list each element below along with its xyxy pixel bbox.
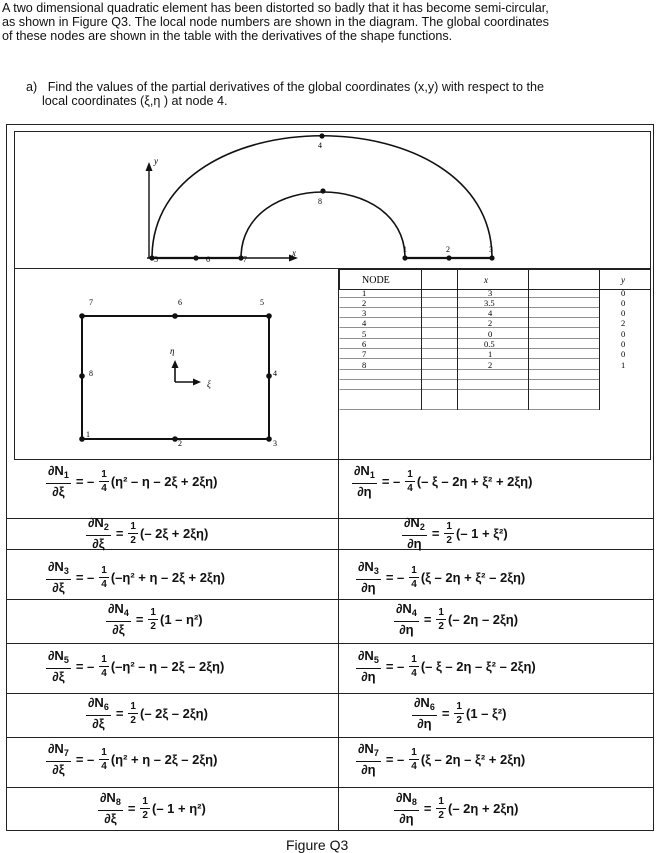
derivative-expression: (ξ – 2η + ξ² – 2ξη) [420, 569, 526, 585]
table-cell-r5-c2: 0 [488, 329, 493, 339]
derivative-denominator: ∂η [399, 621, 414, 637]
coefficient-fraction: $\frac{1}{4}$ [411, 564, 417, 590]
derivative-numerator: $\partial N_2$ [86, 516, 111, 536]
derivative-expression: (–η² – η – 2ξ – 2ξη) [110, 658, 225, 674]
derivative-xi-N5: $\frac{\partial N_5}{\partial\xi}$ = – $\frac{1}{4}$ (–η² – η – 2ξ – 2ξη) [48, 647, 225, 684]
derivative-denominator: ∂η [407, 535, 422, 551]
table-cell-r3-c1: 3 [362, 308, 367, 318]
derivative-xi-N1: $\frac{\partial N_1}{\partial\xi}$ = – $\frac{1}{4}$ (η² – η – 2ξ + 2ξη) [48, 462, 218, 499]
table-cell-r8-c3: 1 [621, 360, 626, 370]
derivative-numerator: $\partial N_8$ [394, 791, 419, 811]
derivative-denominator: ∂η [361, 761, 376, 777]
derivative-eta-N4: $\frac{\partial N_4}{\partial\eta}$ = $\frac{1}{2}$ (– 2η – 2ξη) [396, 600, 519, 637]
derivative-denominator: ∂ξ [92, 715, 105, 731]
y-axis-arrow-icon [146, 162, 153, 171]
table-cell-r5-c1: 5 [362, 329, 367, 339]
derivative-xi-N8: $\frac{\partial N_8}{\partial\xi}$ = $\frac{1}{2}$ (– 1 + η²) [100, 789, 206, 826]
table-header-x: x [484, 275, 488, 285]
coefficient-fraction: $\frac{1}{4}$ [411, 746, 417, 772]
local-node-8: 8 [89, 369, 93, 378]
question-line-1: Find the values of the partial derivatives of the global coordinates (x,y) with respect to the [47, 80, 545, 94]
derivative-denominator: ∂η [399, 810, 414, 826]
table-header-y: y [621, 275, 625, 285]
derivative-expression: (1 – ξ²) [465, 705, 507, 721]
figure-caption: Figure Q3 [286, 837, 349, 853]
derivative-eta-N7: $\frac{\partial N_7}{\partial\eta}$ = – $\frac{1}{4}$ (ξ – 2η – ξ² + 2ξη) [358, 740, 526, 777]
derivative-eta-N1: $\frac{\partial N_1}{\partial\eta}$ = – $\frac{1}{4}$ (– ξ – 2η + ξ² + 2ξη) [354, 462, 533, 499]
table-cell-r8-c1: 8 [362, 360, 367, 370]
table-cell-r3-c3: 0 [621, 308, 626, 318]
coefficient-fraction: $\frac{1}{4}$ [407, 468, 413, 494]
derivative-expression: (– 1 + η²) [151, 800, 206, 816]
local-node-2: 2 [178, 439, 182, 448]
eta-label: η [170, 346, 175, 356]
derivative-numerator: $\partial N_6$ [86, 696, 111, 716]
derivative-expression: (– 1 + ξ²) [455, 525, 508, 541]
derivative-numerator: $\partial N_7$ [46, 742, 71, 762]
table-cell-r1-c1: 1 [362, 288, 367, 298]
table-cell-r8-c2: 2 [488, 360, 493, 370]
global-node-4: 4 [318, 141, 322, 150]
local-node-1: 1 [86, 430, 90, 439]
coefficient-fraction: $\frac{1}{2}$ [446, 520, 452, 546]
coefficient-fraction: $\frac{1}{2}$ [150, 606, 156, 632]
coefficient-fraction: $\frac{1}{4}$ [101, 653, 107, 679]
local-node-6: 6 [178, 298, 182, 307]
derivative-numerator: $\partial N_8$ [98, 791, 123, 811]
global-node-8: 8 [318, 197, 322, 206]
derivative-expression: (– 2η + 2ξη) [447, 800, 519, 816]
derivative-numerator: $\partial N_3$ [356, 560, 381, 580]
table-cell-r4-c3: 2 [621, 318, 626, 328]
derivative-expression: (η² + η – 2ξ – 2ξη) [110, 751, 218, 767]
derivative-xi-N2: $\frac{\partial N_2}{\partial\xi}$ = $\frac{1}{2}$ (– 2ξ + 2ξη) [88, 514, 209, 551]
derivative-denominator: ∂η [361, 668, 376, 684]
derivative-numerator: $\partial N_3$ [46, 560, 71, 580]
derivative-denominator: ∂η [361, 579, 376, 595]
derivative-eta-N2: $\frac{\partial N_2}{\partial\eta}$ = $\frac{1}{2}$ (– 1 + ξ²) [404, 514, 508, 551]
derivative-eta-N3: $\frac{\partial N_3}{\partial\eta}$ = – $\frac{1}{4}$ (ξ – 2η + ξ² – 2ξη) [358, 558, 526, 595]
coefficient-fraction: $\frac{1}{2}$ [456, 700, 462, 726]
local-node-7: 7 [89, 298, 93, 307]
table-cell-r7-c3: 0 [621, 349, 626, 359]
figure-inner-frame [15, 132, 651, 460]
coefficient-fraction: $\frac{1}{2}$ [438, 606, 444, 632]
node-table [340, 269, 651, 410]
table-cell-r4-c1: 4 [362, 318, 367, 328]
derivative-denominator: ∂ξ [52, 761, 65, 777]
intro-line-1: A two dimensional quadratic element has been distorted so badly that it has become semi-circular, [2, 1, 549, 15]
outer-arc [152, 136, 492, 258]
derivative-numerator: $\partial N_5$ [356, 649, 381, 669]
derivative-expression: (ξ – 2η – ξ² + 2ξη) [420, 751, 526, 767]
derivative-numerator: $\partial N_4$ [394, 602, 419, 622]
intro-line-2: as shown in Figure Q3. The local node numbers are shown in the diagram. The global coordinates [2, 15, 549, 29]
coefficient-fraction: $\frac{1}{2}$ [130, 700, 136, 726]
table-cell-r2-c1: 2 [362, 298, 367, 308]
derivative-denominator: ∂ξ [52, 483, 65, 499]
table-cell-r2-c3: 0 [621, 298, 626, 308]
table-cell-r6-c1: 6 [362, 339, 367, 349]
derivative-expression: (– ξ – 2η + ξ² + 2ξη) [416, 473, 533, 489]
coefficient-fraction: $\frac{1}{2}$ [130, 520, 136, 546]
derivative-eta-N5: $\frac{\partial N_5}{\partial\eta}$ = – $\frac{1}{4}$ (– ξ – 2η – ξ² – 2ξη) [358, 647, 536, 684]
coefficient-fraction: $\frac{1}{4}$ [101, 746, 107, 772]
derivative-denominator: ∂η [417, 715, 432, 731]
xi-arrow-icon [193, 379, 201, 386]
table-cell-r6-c3: 0 [621, 339, 626, 349]
table-cell-r6-c2: 0.5 [484, 339, 495, 349]
coefficient-fraction: $\frac{1}{4}$ [101, 468, 107, 494]
derivative-numerator: $\partial N_2$ [402, 516, 427, 536]
derivative-expression: (–η² + η – 2ξ + 2ξη) [110, 569, 225, 585]
y-axis-label: y [154, 156, 158, 166]
question-line-2: local coordinates (ξ,η ) at node 4. [42, 94, 228, 108]
eta-arrow-icon [172, 360, 179, 368]
global-node-1: 1 [403, 245, 407, 254]
derivative-expression: (– 2ξ – 2ξη) [139, 705, 208, 721]
coefficient-fraction: $\frac{1}{4}$ [101, 564, 107, 590]
derivative-xi-N4: $\frac{\partial N_4}{\partial\xi}$ = $\frac{1}{2}$ (1 – η²) [108, 600, 203, 637]
coefficient-fraction: $\frac{1}{4}$ [411, 653, 417, 679]
local-node-4: 4 [273, 369, 277, 378]
global-node-6: 6 [206, 255, 210, 264]
derivative-xi-N6: $\frac{\partial N_6}{\partial\xi}$ = $\frac{1}{2}$ (– 2ξ – 2ξη) [88, 694, 208, 731]
derivative-numerator: $\partial N_6$ [412, 696, 437, 716]
coefficient-fraction: $\frac{1}{2}$ [142, 795, 148, 821]
table-cell-r5-c3: 0 [621, 329, 626, 339]
derivative-denominator: ∂ξ [52, 579, 65, 595]
derivative-numerator: $\partial N_7$ [356, 742, 381, 762]
table-cell-r3-c2: 4 [488, 308, 493, 318]
derivative-expression: (– 2η – 2ξη) [447, 611, 519, 627]
table-cell-r1-c2: 3 [488, 288, 493, 298]
derivative-denominator: ∂ξ [52, 668, 65, 684]
local-element-diagram [79, 298, 277, 448]
global-node-7: 7 [243, 255, 247, 264]
table-cell-r7-c2: 1 [488, 349, 493, 359]
intro-line-3: of these nodes are shown in the table with the derivatives of the shape functions. [2, 29, 453, 43]
derivative-eta-N6: $\frac{\partial N_6}{\partial\eta}$ = $\frac{1}{2}$ (1 – ξ²) [414, 694, 507, 731]
global-element-diagram [146, 133, 495, 264]
coefficient-fraction: $\frac{1}{2}$ [438, 795, 444, 821]
local-node-5: 5 [260, 298, 264, 307]
global-node-5: 5 [154, 255, 158, 264]
table-header-node: NODE [362, 275, 390, 286]
derivative-numerator: $\partial N_4$ [106, 602, 131, 622]
table-cell-r4-c2: 2 [488, 318, 493, 328]
derivative-numerator: $\partial N_1$ [46, 464, 71, 484]
global-node-2: 2 [446, 245, 450, 254]
derivative-denominator: ∂ξ [112, 621, 125, 637]
derivative-expression: (– ξ – 2η – ξ² – 2ξη) [420, 658, 536, 674]
x-axis-label: x [292, 248, 296, 258]
question-label: a) [26, 80, 38, 94]
inner-arc [241, 192, 405, 258]
local-node-3: 3 [273, 439, 277, 448]
derivative-numerator: $\partial N_1$ [352, 464, 377, 484]
derivative-denominator: ∂ξ [104, 810, 117, 826]
derivative-expression: (– 2ξ + 2ξη) [139, 525, 209, 541]
table-cell-r1-c3: 0 [621, 288, 626, 298]
derivative-xi-N3: $\frac{\partial N_3}{\partial\xi}$ = – $\frac{1}{4}$ (–η² + η – 2ξ + 2ξη) [48, 558, 225, 595]
node-table-rows [362, 288, 625, 370]
xi-label: ξ [207, 379, 211, 389]
derivative-denominator: ∂η [357, 483, 372, 499]
derivative-denominator: ∂ξ [92, 535, 105, 551]
derivative-xi-N7: $\frac{\partial N_7}{\partial\xi}$ = – $\frac{1}{4}$ (η² + η – 2ξ – 2ξη) [48, 740, 218, 777]
derivative-numerator: $\partial N_5$ [46, 649, 71, 669]
derivative-expression: (η² – η – 2ξ + 2ξη) [110, 473, 218, 489]
global-node-3: 3 [489, 245, 493, 254]
table-cell-r7-c1: 7 [362, 349, 367, 359]
table-cell-r2-c2: 3.5 [484, 298, 495, 308]
derivative-eta-N8: $\frac{\partial N_8}{\partial\eta}$ = $\frac{1}{2}$ (– 2η + 2ξη) [396, 789, 519, 826]
derivative-expression: (1 – η²) [159, 611, 203, 627]
